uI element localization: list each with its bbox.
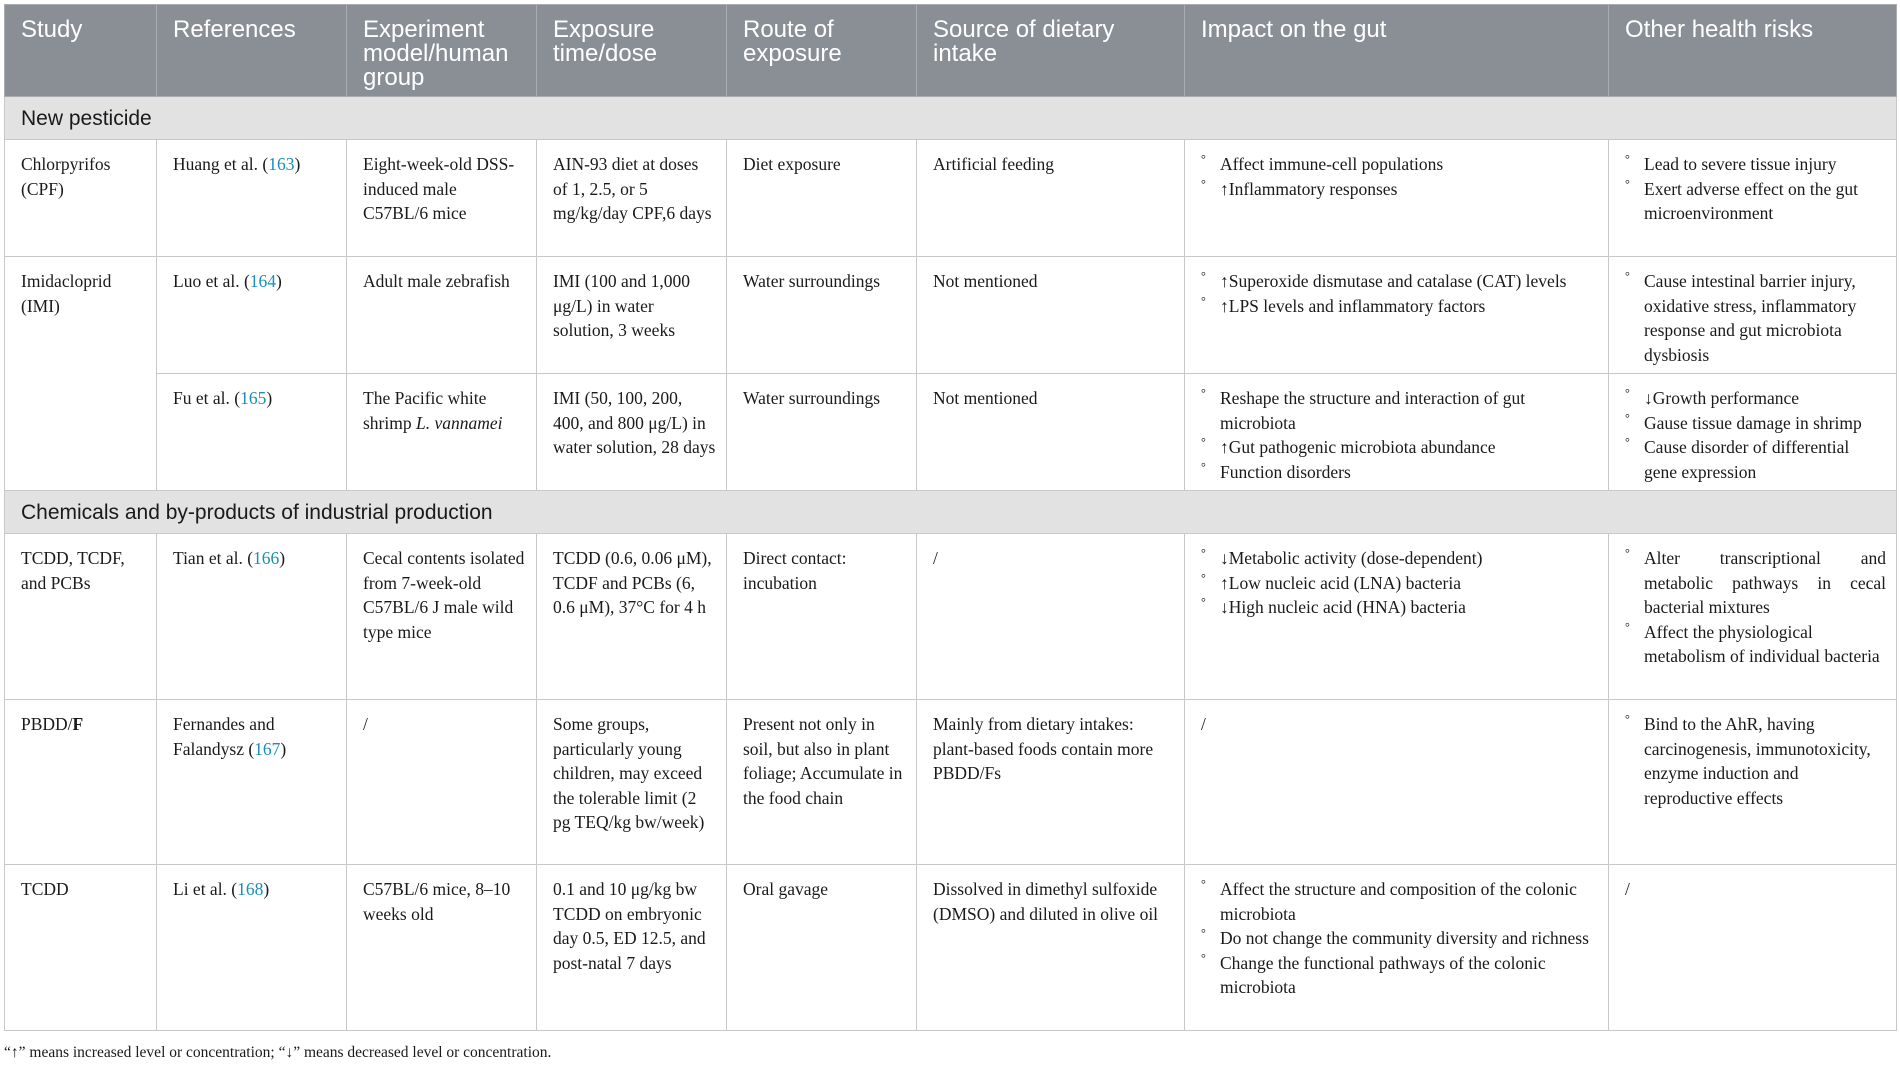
route-cell: Water surroundings <box>727 374 917 491</box>
study-cell: TCDD <box>5 865 157 1031</box>
list-item <box>1625 712 1886 810</box>
bullet-icon: ° <box>1625 386 1630 400</box>
reference-cell <box>157 865 347 1031</box>
table-row <box>5 257 1897 374</box>
list-item <box>1201 386 1598 435</box>
bullet-icon: ° <box>1201 152 1206 166</box>
reference-link[interactable]: 165 <box>240 388 267 408</box>
impact-list <box>1201 546 1598 620</box>
bullet-icon: ° <box>1201 950 1206 965</box>
other-risks-list <box>1625 546 1886 669</box>
bullet-icon: ° <box>1201 595 1206 609</box>
list-item-text: ↓High nucleic acid (HNA) bacteria <box>1220 597 1466 617</box>
model-cell <box>347 374 537 491</box>
header-references: References <box>157 5 347 97</box>
header-row <box>5 5 1897 97</box>
list-item <box>1201 951 1598 1000</box>
source-cell: / <box>917 534 1185 700</box>
bullet-icon: ° <box>1201 386 1206 400</box>
other-risks-cell <box>1609 257 1897 374</box>
exposure-cell: 0.1 and 10 μg/kg bw TCDD on embryonic day 0.5, ED 12.5, and post-natal 7 days <box>537 865 727 1031</box>
list-item <box>1201 877 1598 926</box>
list-item-text: Exert adverse effect on the gut microenvironment <box>1644 178 1858 223</box>
reference-close: ) <box>263 879 270 899</box>
list-item <box>1625 386 1886 411</box>
list-item <box>1201 571 1598 596</box>
impact-list <box>1201 269 1598 318</box>
list-item-text: Change the functional pathways of the colonic microbiota <box>1220 952 1546 997</box>
data-table <box>4 4 1897 1031</box>
source-cell: Artificial feeding <box>917 140 1185 257</box>
route-cell: Direct contact: incubation <box>727 534 917 700</box>
list-item-text: Affect the structure and composition of the colonic microbiota <box>1220 879 1577 924</box>
exposure-cell: AIN-93 diet at doses of 1, 2.5, or 5 mg/kg/day CPF,6 days <box>537 140 727 257</box>
header-model: Experiment model/human group <box>347 5 537 97</box>
list-item-text: Function disorders <box>1220 461 1351 482</box>
other-risks-list <box>1625 269 1886 367</box>
reference-author: Huang et al. ( <box>173 154 269 174</box>
model-cell: Cecal contents isolated from 7-week-old C57BL/6 J male wild type mice <box>347 534 537 700</box>
list-item <box>1201 152 1598 177</box>
list-item-text: Bind to the AhR, having carcinogenesis, immunotoxicity, enzyme induction and reproductive effects <box>1644 714 1871 808</box>
section-title: New pesticide <box>5 97 1897 140</box>
reference-link[interactable]: 164 <box>249 271 277 291</box>
model-cell: C57BL/6 mice, 8–10 weeks old <box>347 865 537 1031</box>
section-title: Chemicals and by-products of industrial production <box>5 491 1897 534</box>
header-source: Source of dietary intake <box>917 5 1185 97</box>
list-item <box>1201 294 1598 319</box>
exposure-cell: IMI (50, 100, 200, 400, and 800 μg/L) in water solution, 28 days <box>537 374 727 491</box>
impact-list <box>1201 877 1598 1000</box>
bullet-icon: ° <box>1625 410 1630 425</box>
impact-cell <box>1185 534 1609 700</box>
reference-author: Luo et al. ( <box>173 271 250 291</box>
list-item-text: Affect immune-cell populations <box>1220 154 1444 174</box>
other-risks-cell <box>1609 374 1897 491</box>
study-cell <box>5 700 157 865</box>
list-item-text: ↑Low nucleic acid (LNA) bacteria <box>1220 572 1461 593</box>
impact-list <box>1201 152 1598 201</box>
exposure-cell: IMI (100 and 1,000 μg/L) in water solution, 3 weeks <box>537 257 727 374</box>
reference-close: ) <box>266 388 273 408</box>
route-cell: Oral gavage <box>727 865 917 1031</box>
study-cell: Imidacloprid (IMI) <box>5 257 157 491</box>
bullet-icon: ° <box>1201 459 1206 474</box>
bullet-icon: ° <box>1201 570 1206 585</box>
list-item-text: Lead to severe tissue injury <box>1644 154 1837 174</box>
table-row <box>5 534 1897 700</box>
reference-link[interactable]: 167 <box>254 738 281 759</box>
reference-author: Fu et al. ( <box>173 388 241 408</box>
other-risks-list <box>1625 712 1886 810</box>
route-cell: Present not only in soil, but also in plant foliage; Accumulate in the food chain <box>727 700 917 865</box>
other-risks-list <box>1625 152 1886 226</box>
reference-author: Fernandes and Falandysz ( <box>173 714 275 759</box>
reference-close: ) <box>279 548 286 568</box>
bullet-icon: ° <box>1625 176 1630 191</box>
impact-cell <box>1185 374 1609 491</box>
list-item <box>1625 546 1886 620</box>
reference-cell <box>157 257 347 374</box>
species-name: L. vannamei <box>416 412 503 433</box>
reference-cell <box>157 700 347 865</box>
model-text: The Pacific white shrimp <box>363 388 487 433</box>
table-row <box>5 865 1897 1031</box>
reference-cell <box>157 374 347 491</box>
reference-cell <box>157 140 347 257</box>
other-risks-cell <box>1609 700 1897 865</box>
impact-cell: / <box>1185 700 1609 865</box>
bullet-icon: ° <box>1625 546 1630 560</box>
reference-author: Li et al. ( <box>173 879 238 899</box>
list-item <box>1201 926 1598 951</box>
other-risks-cell: / <box>1609 865 1897 1031</box>
list-item-text: Reshape the structure and interaction of gut microbiota <box>1220 388 1526 433</box>
list-item-text: Affect the physiological metabolism of individual bacteria <box>1644 621 1880 666</box>
table-wrapper <box>4 4 1896 1031</box>
list-item-text: ↓Metabolic activity (dose-dependent) <box>1220 548 1483 568</box>
reference-cell <box>157 534 347 700</box>
section-row <box>5 491 1897 534</box>
source-cell: Not mentioned <box>917 257 1185 374</box>
exposure-cell: TCDD (0.6, 0.06 μM), TCDF and PCBs (6, 0.6 μM), 37°C for 4 h <box>537 534 727 700</box>
list-item <box>1201 269 1598 294</box>
table-row <box>5 700 1897 865</box>
reference-author: Tian et al. ( <box>173 548 254 568</box>
list-item <box>1625 435 1886 484</box>
header-impact: Impact on the gut <box>1185 5 1609 97</box>
bullet-icon: ° <box>1201 435 1206 449</box>
reference-close: ) <box>294 154 301 174</box>
list-item-text: ↑LPS levels and inflammatory factors <box>1220 295 1486 316</box>
list-item <box>1201 546 1598 571</box>
bullet-icon: ° <box>1625 712 1630 726</box>
list-item <box>1625 620 1886 669</box>
other-risks-cell <box>1609 140 1897 257</box>
list-item-text: Gause tissue damage in shrimp <box>1644 412 1862 433</box>
bullet-icon: ° <box>1201 926 1206 940</box>
model-cell: / <box>347 700 537 865</box>
list-item <box>1201 460 1598 485</box>
header-study: Study <box>5 5 157 97</box>
bullet-icon: ° <box>1625 435 1630 449</box>
bullet-icon: ° <box>1201 176 1206 191</box>
table-footnote: “↑” means increased level or concentration; “↓” means decreased level or concentration. <box>4 1044 552 1061</box>
table-row <box>5 374 1897 491</box>
source-cell: Dissolved in dimethyl sulfoxide (DMSO) and diluted in olive oil <box>917 865 1185 1031</box>
study-text: PBDD/ <box>21 714 73 734</box>
reference-close: ) <box>280 738 287 759</box>
list-item-text: ↑Inflammatory responses <box>1220 178 1398 199</box>
list-item-text: ↑Superoxide dismutase and catalase (CAT) levels <box>1220 271 1567 291</box>
list-item <box>1201 435 1598 460</box>
model-cell: Eight-week-old DSS-induced male C57BL/6 mice <box>347 140 537 257</box>
impact-cell <box>1185 257 1609 374</box>
list-item-text: Do not change the community diversity and richness <box>1220 928 1589 948</box>
impact-list <box>1201 386 1598 484</box>
list-item <box>1625 411 1886 436</box>
list-item-text: Cause intestinal barrier injury, oxidative stress, inflammatory response and gut microbiota dysbiosis <box>1644 271 1857 365</box>
study-cell: Chlorpyrifos (CPF) <box>5 140 157 257</box>
list-item <box>1625 269 1886 367</box>
study-cell: TCDD, TCDF, and PCBs <box>5 534 157 700</box>
source-cell: Mainly from dietary intakes: plant-based foods contain more PBDD/Fs <box>917 700 1185 865</box>
reference-link[interactable]: 166 <box>253 548 280 568</box>
list-item <box>1625 152 1886 177</box>
header-exposure: Exposure time/dose <box>537 5 727 97</box>
list-item-text: Cause disorder of differential gene expression <box>1644 437 1850 482</box>
other-risks-list <box>1625 386 1886 484</box>
route-cell: Water surroundings <box>727 257 917 374</box>
bullet-icon: ° <box>1201 877 1206 891</box>
list-item <box>1201 177 1598 202</box>
list-item <box>1625 177 1886 226</box>
list-item-text: ↓Growth performance <box>1644 388 1800 408</box>
header-other: Other health risks <box>1609 5 1897 97</box>
table-row <box>5 140 1897 257</box>
bullet-icon: ° <box>1201 269 1206 283</box>
other-risks-cell <box>1609 534 1897 700</box>
list-item-text: ↑Gut pathogenic microbiota abundance <box>1220 437 1496 457</box>
bullet-icon: ° <box>1625 619 1630 634</box>
bullet-icon: ° <box>1201 546 1206 560</box>
impact-cell <box>1185 140 1609 257</box>
header-route: Route of exposure <box>727 5 917 97</box>
bullet-icon: ° <box>1625 152 1630 166</box>
reference-close: ) <box>276 271 282 291</box>
section-row <box>5 97 1897 140</box>
route-cell: Diet exposure <box>727 140 917 257</box>
reference-link[interactable]: 163 <box>268 154 295 174</box>
study-text-bold: F <box>72 714 84 734</box>
bullet-icon: ° <box>1625 269 1630 283</box>
bullet-icon: ° <box>1201 293 1206 308</box>
impact-cell <box>1185 865 1609 1031</box>
model-cell: Adult male zebrafish <box>347 257 537 374</box>
source-cell: Not mentioned <box>917 374 1185 491</box>
reference-link[interactable]: 168 <box>237 879 264 899</box>
exposure-cell: Some groups, particularly young children, may exceed the tolerable limit (2 pg TEQ/kg bw/week) <box>537 700 727 865</box>
list-item-text: Alter transcriptional and metabolic pathways in cecal bacterial mixtures <box>1644 548 1886 617</box>
list-item <box>1201 595 1598 620</box>
